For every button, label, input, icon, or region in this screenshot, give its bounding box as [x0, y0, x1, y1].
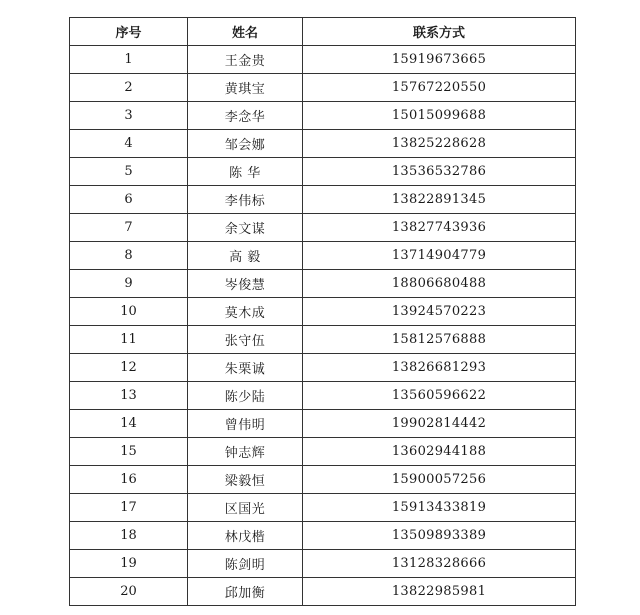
cell-serial-number: 17 — [70, 494, 188, 522]
cell-name: 陈剑明 — [188, 550, 303, 578]
table-row — [70, 270, 576, 298]
cell-phone: 15913433819 — [303, 494, 576, 522]
table-row — [70, 578, 576, 606]
cell-serial-number: 19 — [70, 550, 188, 578]
cell-name: 陈少陆 — [188, 382, 303, 410]
table-header-row — [70, 18, 576, 46]
table-row — [70, 186, 576, 214]
cell-phone: 13714904779 — [303, 242, 576, 270]
table-row — [70, 382, 576, 410]
cell-phone: 13509893389 — [303, 522, 576, 550]
cell-phone: 15812576888 — [303, 326, 576, 354]
table-row — [70, 74, 576, 102]
cell-name: 李念华 — [188, 102, 303, 130]
table-row — [70, 354, 576, 382]
cell-phone: 13825228628 — [303, 130, 576, 158]
cell-serial-number: 4 — [70, 130, 188, 158]
cell-phone: 13827743936 — [303, 214, 576, 242]
table-row — [70, 242, 576, 270]
header-name: 姓名 — [188, 18, 303, 46]
table-row — [70, 438, 576, 466]
cell-name: 高 毅 — [188, 242, 303, 270]
cell-serial-number: 2 — [70, 74, 188, 102]
table-body — [70, 46, 576, 606]
table-row — [70, 158, 576, 186]
cell-name: 梁毅恒 — [188, 466, 303, 494]
cell-name: 邹会娜 — [188, 130, 303, 158]
cell-name: 曾伟明 — [188, 410, 303, 438]
cell-serial-number: 15 — [70, 438, 188, 466]
cell-phone: 13822891345 — [303, 186, 576, 214]
cell-phone: 13924570223 — [303, 298, 576, 326]
header-contact: 联系方式 — [303, 18, 576, 46]
table-row — [70, 130, 576, 158]
cell-phone: 19902814442 — [303, 410, 576, 438]
cell-name: 钟志辉 — [188, 438, 303, 466]
table-row — [70, 410, 576, 438]
cell-name: 张守伍 — [188, 326, 303, 354]
cell-serial-number: 12 — [70, 354, 188, 382]
cell-phone: 18806680488 — [303, 270, 576, 298]
cell-serial-number: 20 — [70, 578, 188, 606]
cell-serial-number: 10 — [70, 298, 188, 326]
cell-phone: 13536532786 — [303, 158, 576, 186]
cell-name: 余文谋 — [188, 214, 303, 242]
cell-serial-number: 1 — [70, 46, 188, 74]
contact-table — [69, 17, 576, 606]
cell-phone: 15015099688 — [303, 102, 576, 130]
table-row — [70, 522, 576, 550]
table-row — [70, 102, 576, 130]
cell-serial-number: 13 — [70, 382, 188, 410]
cell-name: 林戊楷 — [188, 522, 303, 550]
cell-serial-number: 11 — [70, 326, 188, 354]
table-row — [70, 46, 576, 74]
cell-serial-number: 14 — [70, 410, 188, 438]
cell-serial-number: 6 — [70, 186, 188, 214]
cell-serial-number: 7 — [70, 214, 188, 242]
cell-serial-number: 5 — [70, 158, 188, 186]
cell-serial-number: 18 — [70, 522, 188, 550]
cell-name: 邱加衡 — [188, 578, 303, 606]
cell-phone: 15919673665 — [303, 46, 576, 74]
cell-serial-number: 3 — [70, 102, 188, 130]
table-row — [70, 326, 576, 354]
cell-serial-number: 8 — [70, 242, 188, 270]
cell-phone: 15767220550 — [303, 74, 576, 102]
cell-name: 莫木成 — [188, 298, 303, 326]
cell-name: 李伟标 — [188, 186, 303, 214]
table-row — [70, 494, 576, 522]
table-row — [70, 550, 576, 578]
cell-name: 陈 华 — [188, 158, 303, 186]
table-row — [70, 298, 576, 326]
cell-serial-number: 16 — [70, 466, 188, 494]
table-row — [70, 466, 576, 494]
cell-name: 黄琪宝 — [188, 74, 303, 102]
table-row — [70, 214, 576, 242]
cell-name: 王金贵 — [188, 46, 303, 74]
cell-serial-number: 9 — [70, 270, 188, 298]
cell-phone: 13128328666 — [303, 550, 576, 578]
cell-name: 岑俊慧 — [188, 270, 303, 298]
cell-phone: 13826681293 — [303, 354, 576, 382]
cell-name: 区国光 — [188, 494, 303, 522]
cell-phone: 13822985981 — [303, 578, 576, 606]
cell-name: 朱栗诚 — [188, 354, 303, 382]
cell-phone: 13560596622 — [303, 382, 576, 410]
cell-phone: 13602944188 — [303, 438, 576, 466]
header-serial-number: 序号 — [70, 18, 188, 46]
cell-phone: 15900057256 — [303, 466, 576, 494]
